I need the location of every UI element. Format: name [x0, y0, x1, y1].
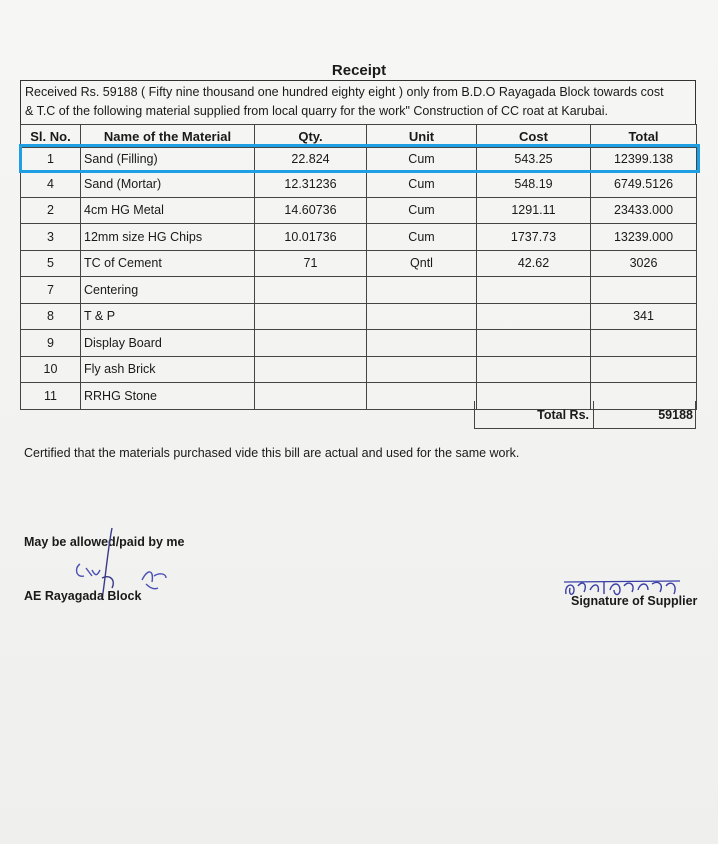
cell-total — [591, 330, 697, 357]
cell-qty: 22.824 — [255, 148, 367, 171]
cell-qty: 14.60736 — [255, 197, 367, 224]
cell-sl: 10 — [21, 356, 81, 383]
cell-unit: Cum — [367, 171, 477, 198]
cell-total — [591, 356, 697, 383]
table-row — [21, 303, 697, 330]
table-row — [21, 197, 697, 224]
header-sl-no: Sl. No. — [21, 125, 81, 148]
certification-text: Certified that the materials purchased vide this bill are actual and used for the same work. — [24, 446, 520, 460]
table-row — [21, 224, 697, 251]
cell-unit — [367, 383, 477, 410]
total-value: 59188 — [658, 408, 693, 422]
cell-unit — [367, 356, 477, 383]
table-row — [21, 148, 697, 171]
cell-qty — [255, 303, 367, 330]
cell-total: 3026 — [591, 250, 697, 277]
table-row — [21, 356, 697, 383]
cell-cost — [477, 330, 591, 357]
cell-qty: 10.01736 — [255, 224, 367, 251]
table-row — [21, 330, 697, 357]
cell-qty: 71 — [255, 250, 367, 277]
cell-cost — [477, 303, 591, 330]
cell-cost: 1737.73 — [477, 224, 591, 251]
header-total: Total — [591, 125, 697, 148]
supplier-signature-label: Signature of Supplier — [571, 594, 698, 608]
cell-qty — [255, 356, 367, 383]
cell-sl: 7 — [21, 277, 81, 304]
cell-sl: 4 — [21, 171, 81, 198]
cell-sl: 5 — [21, 250, 81, 277]
header-cost: Cost — [477, 125, 591, 148]
cell-cost: 548.19 — [477, 171, 591, 198]
cell-unit — [367, 303, 477, 330]
cell-qty — [255, 330, 367, 357]
header-material-name: Name of the Material — [81, 125, 255, 148]
receipt-intro — [20, 80, 696, 124]
cell-name: Sand (Mortar) — [81, 171, 255, 198]
cell-unit: Qntl — [367, 250, 477, 277]
table-row — [21, 250, 697, 277]
cell-total: 6749.5126 — [591, 171, 697, 198]
table-header-row — [21, 125, 697, 148]
cell-unit: Cum — [367, 224, 477, 251]
cell-sl: 11 — [21, 383, 81, 410]
cell-cost: 42.62 — [477, 250, 591, 277]
cell-total: 341 — [591, 303, 697, 330]
cell-unit — [367, 330, 477, 357]
cell-name: Fly ash Brick — [81, 356, 255, 383]
cell-qty — [255, 277, 367, 304]
cell-sl: 2 — [21, 197, 81, 224]
header-qty: Qty. — [255, 125, 367, 148]
cell-name: 4cm HG Metal — [81, 197, 255, 224]
cell-name: Sand (Filling) — [81, 148, 255, 171]
total-box — [474, 401, 696, 429]
cell-cost: 1291.11 — [477, 197, 591, 224]
cell-total: 12399.138 — [591, 148, 697, 171]
header-unit: Unit — [367, 125, 477, 148]
cell-sl: 1 — [21, 148, 81, 171]
intro-line-2: & T.C of the following material supplied from local quarry for the work" Construction of CC roat at Karubai. — [25, 104, 608, 118]
cell-sl: 9 — [21, 330, 81, 357]
cell-cost — [477, 277, 591, 304]
cell-qty — [255, 383, 367, 410]
cell-name: 12mm size HG Chips — [81, 224, 255, 251]
cell-sl: 8 — [21, 303, 81, 330]
cell-unit: Cum — [367, 197, 477, 224]
receipt-title: Receipt — [331, 62, 387, 79]
cell-total: 13239.000 — [591, 224, 697, 251]
cell-cost — [477, 356, 591, 383]
total-label: Total Rs. — [475, 401, 594, 428]
cell-name: T & P — [81, 303, 255, 330]
cell-cost: 543.25 — [477, 148, 591, 171]
cell-name: TC of Cement — [81, 250, 255, 277]
ae-label: AE Rayagada Block — [24, 589, 142, 603]
allowed-paid-text: May be allowed/paid by me — [24, 535, 185, 549]
material-table — [20, 124, 697, 410]
cell-name: Centering — [81, 277, 255, 304]
cell-name: RRHG Stone — [81, 383, 255, 410]
table-row — [21, 171, 697, 198]
cell-name: Display Board — [81, 330, 255, 357]
cell-qty: 12.31236 — [255, 171, 367, 198]
cell-unit: Cum — [367, 148, 477, 171]
intro-line-1: Received Rs. 59188 ( Fifty nine thousand one hundred eighty eight ) only from B.D.O Rayagada Block towards cost — [25, 85, 664, 99]
table-row — [21, 277, 697, 304]
cell-total: 23433.000 — [591, 197, 697, 224]
cell-unit — [367, 277, 477, 304]
cell-sl: 3 — [21, 224, 81, 251]
cell-total — [591, 277, 697, 304]
